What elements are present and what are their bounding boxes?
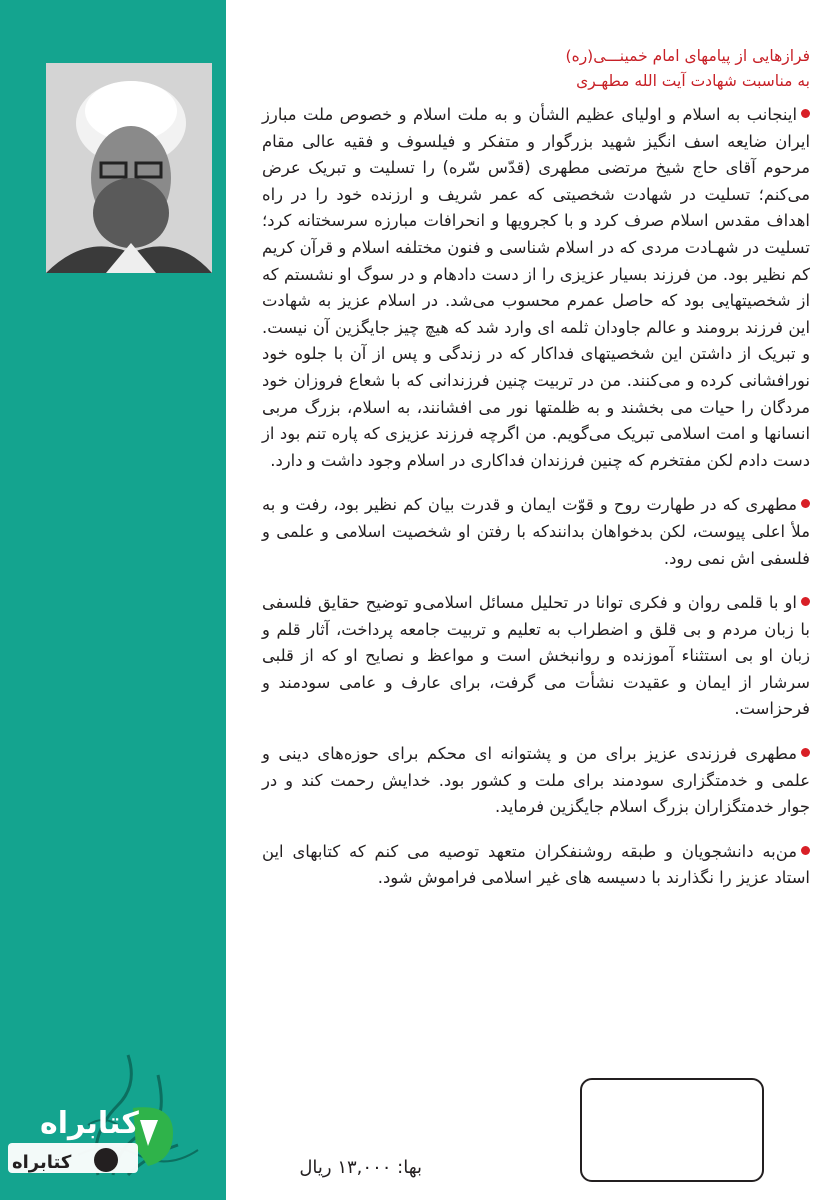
watermark-text-small: کتابراه [12, 1152, 72, 1173]
paragraph-3 [262, 590, 810, 723]
bullet-icon [801, 748, 810, 757]
author-portrait [46, 63, 212, 273]
heading-line-1: فرازهایی از پیامهای امام خمینـــی(ره) [565, 47, 810, 65]
paragraph-1 [262, 102, 810, 474]
main-content [262, 44, 810, 910]
paragraph-4 [262, 741, 810, 821]
barcode-box [580, 1078, 764, 1182]
paragraph-text: مطهری فرزندی عزیز برای من و پشتوانه ای محکم برای حوزه‌های دینی و علمی و خدمتگزاری سودمند برای ملت و کشور بود. خدایش رحمت کند و در جوار خدمتگزاران بزرگ اسلام جایگزین فرماید. [262, 744, 810, 817]
heading [262, 44, 810, 94]
price-label: بها: [397, 1157, 422, 1178]
paragraph-5 [262, 839, 810, 892]
side-panel [0, 0, 226, 1200]
bullet-icon [801, 597, 810, 606]
paragraph-text: من‌به دانشجویان و طبقه روشنفکران متعهد توصیه می کنم که کتابهای این استاد عزیز را نگذارند با دسیسه های غیر اسلامی فراموش شود. [262, 841, 810, 888]
paragraph-text: او با قلمی روان و فکری توانا در تحلیل مسائل اسلامی‌و توضیح حقایق فلسفی با زبان مردم و بی قلق و اضطراب به تعلیم و تربیت جامعه پرداخت، آثار قلم و زبان او بی استثناء آموزنده و روانبخش است و مواعظ و نصایح او که از قلبی سرشار از ایمان و عقیدت نشأت می گرفت، برای عارف و عامی سودمند و فرحزاست. [262, 593, 810, 719]
price [262, 1157, 422, 1178]
heading-line-2: به مناسبت شهادت آیت الله مطهـری [576, 72, 810, 90]
paragraph-text: اینجانب به اسلام و اولیای عظیم الشأن و به ملت اسلام و خصوص ملت مبارز ایران ضایعه اسف انگیز شهید بزرگوار و متفکر و فیلسوف و فقیه عالی مقام مرحوم آقای حاج شیخ مرتضی مطهری (قدّس سّره) را تسلیت و تبریک عرض می‌کنم؛ تسلیت در شهادت شخصیتی که عمر شریف و ارزنده خود را در راه اهداف مقدس اسلام صرف کرد و با کجرویها و انحرافات مبارزه سرسختانه کرد؛ تسلیت در شهـادت مردی که در اسلام شناسی و فنون مختلفه اسلام و قرآن کریم کم نظیر بود. من فرزند بسیار عزیزی را از دست دادهام و در سوگ او نشستم که از شخصیتهایی بود که حاصل عمرم محسوب می‌شد. در اسلام عزیز به شهادت این فرزند برومند و عالم جاودان ثلمه ای وارد شد که هیچ چیز جایگزین آن نیست. و تبریک از داشتن این شخصیتهای فداکار که در زندگی و پس از آن با جلوه خود نورافشانی کرده و می‌کنند. من در تربیت چنین فرزندانی که با شعاع فروزان خود مردگان را حیات می بخشند و به ظلمتها نور می افشانند، به اسلام، بزرگ مربی انسانها و امت اسلامی تبریک می‌گویم. من اگرچه فرزند عزیزی که پاره تنم بود از دست دادم لکن مفتخرم که چنین فرزندان فداکاری در اسلام وجود داشت و دارد. [262, 105, 810, 470]
paragraph-2 [262, 492, 810, 572]
watermark-text-large: کتابراه [40, 1106, 139, 1141]
bullet-icon [801, 499, 810, 508]
bullet-icon [801, 846, 810, 855]
bullet-icon [801, 109, 810, 118]
price-value: ۱۳,۰۰۰ ریال [299, 1157, 392, 1178]
paragraph-text: مطهری که در طهارت روح و قوّت ایمان و قدرت بیان کم نظیر بود، رفت و به ملأ اعلی پیوست، لکن بدخواهان بدانندکه با رفتن او شخصیت اسلامی و علمی و فلسفی اش نمی رود. [262, 495, 810, 568]
